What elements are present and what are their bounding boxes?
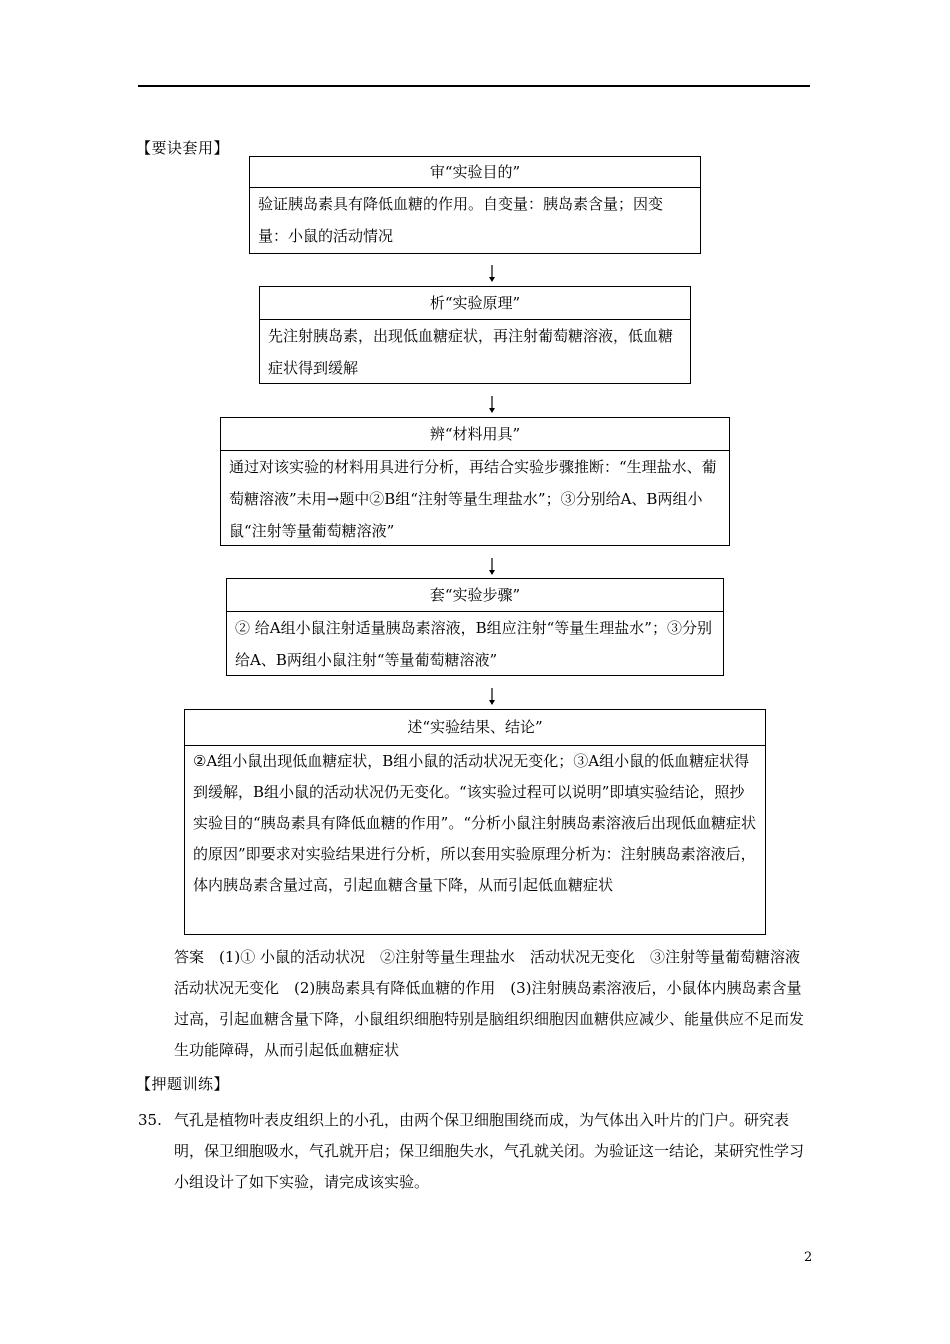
down-arrow-icon xyxy=(487,265,497,283)
flow-box-title: 述“实验结果、结论” xyxy=(185,710,765,746)
answer-text: 答案 (1)① 小鼠的活动状况 ②注射等量生理盐水 活动状况无变化 ③注射等量葡萄糖溶液 活动状况无变化 (2)胰岛素具有降低血糖的作用 (3)注射胰岛素溶液后，小鼠体内胰岛素含量过高，引起血糖含量下降，小鼠组织细胞特别是脑组织细胞因血糖供应减少、能量供应不足而发生功能障碍，从而引起低血糖症状 xyxy=(174,948,816,1059)
question-text: 气孔是植物叶表皮组织上的小孔，由两个保卫细胞围绕而成，为气体出入叶片的门户。研究表明，保卫细胞吸水，气孔就开启；保卫细胞失水，气孔就关闭。为验证这一结论，某研究性学习小组设计了如下实验，请完成该实验。 xyxy=(174,1111,805,1191)
down-arrow-icon xyxy=(487,688,497,706)
page-number: 2 xyxy=(804,1250,813,1265)
flow-box-steps xyxy=(226,578,724,676)
flow-box-title: 套“实验步骤” xyxy=(227,579,723,612)
flow-box-results xyxy=(184,709,766,935)
flow-box-body: ②A组小鼠出现低血糖症状，B组小鼠的活动状况无变化；③A组小鼠的低血糖症状得到缓解，B组小鼠的活动状况仍无变化。“该实验过程可以说明”即填实验结论，照抄实验目的“胰岛素具有降低血糖的作用”。“分析小鼠注射胰岛素溶液后出现低血糖症状的原因”即要求对实验结果进行分析，所以套用实验原理分析为：注射胰岛素溶液后，体内胰岛素含量过高，引起血糖含量下降，从而引起低血糖症状 xyxy=(193,752,757,894)
flow-box-body: 验证胰岛素具有降低血糖的作用。自变量：胰岛素含量；因变量：小鼠的活动情况 xyxy=(258,195,664,245)
section-title-recipe: 【要诀套用】 xyxy=(136,139,230,157)
flow-box-principle xyxy=(259,286,691,384)
flow-box-title: 析“实验原理” xyxy=(260,287,690,320)
flow-box-body: 通过对该实验的材料用具进行分析，再结合实验步骤推断：“生理盐水、葡萄糖溶液”未用→题中②B组“注射等量生理盐水”；③分别给A、B两组小鼠“注射等量葡萄糖溶液” xyxy=(229,458,717,540)
flow-box-purpose xyxy=(249,156,701,254)
flow-box-body: ② 给A组小鼠注射适量胰岛素溶液，B组应注射“等量生理盐水”；③分别给A、B两组小鼠注射“等量葡萄糖溶液” xyxy=(235,619,712,669)
section-title-practice: 【押题训练】 xyxy=(136,1075,230,1093)
flow-box-title: 辨“材料用具” xyxy=(221,418,729,451)
flow-box-materials xyxy=(220,417,730,546)
flow-box-title: 审“实验目的” xyxy=(250,157,700,188)
question-number: 35. xyxy=(138,1111,162,1129)
down-arrow-icon xyxy=(487,396,497,414)
header-rule xyxy=(138,85,810,87)
down-arrow-icon xyxy=(487,558,497,576)
flow-box-body: 先注射胰岛素，出现低血糖症状，再注射葡萄糖溶液，低血糖症状得到缓解 xyxy=(268,327,674,377)
